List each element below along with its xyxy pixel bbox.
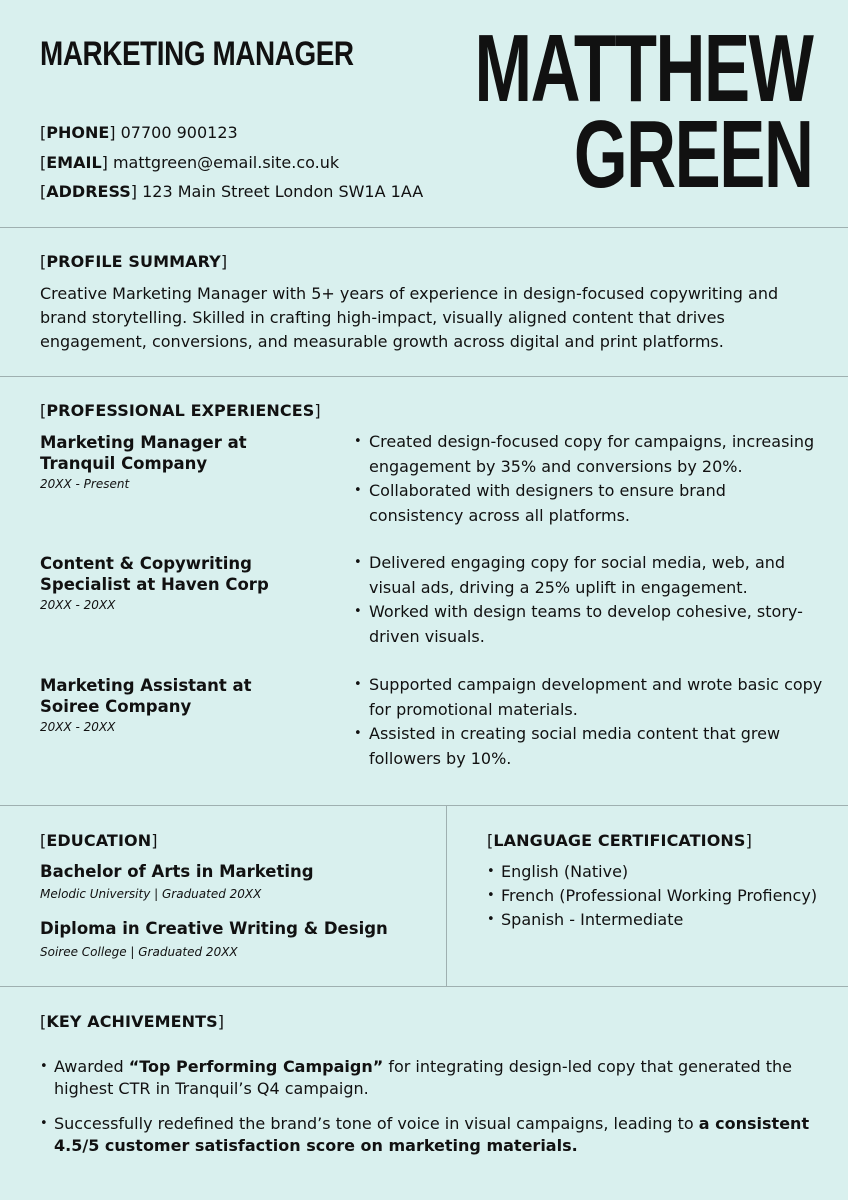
email-label: EMAIL [46,152,102,172]
job-bullets [354,430,824,528]
profile-heading: [PROFILE SUMMARY] [40,252,228,271]
education-title: Diploma in Creative Writing & Design [40,919,388,938]
contact-phone: [PHONE] 07700 900123 [40,123,238,142]
job-entry [40,675,330,734]
job-bullet: • Created design-focused copy for campaigns, increasing engagement by 35% and conversions by 20%. [354,430,824,479]
language-item: • English (Native) [487,860,817,884]
job-entry [40,553,330,612]
job-role: Marketing Assistant at Soiree Company [40,676,252,716]
divider [0,376,848,377]
job-date: 20XX - 20XX [40,598,116,612]
job-date: 20XX - 20XX [40,720,116,734]
job-bullet: • Delivered engaging copy for social media, web, and visual ads, driving a 25% uplift in engagement. [354,551,824,600]
address-label: ADDRESS [46,182,131,201]
address-value: 123 Main Street London SW1A 1AA [142,182,424,201]
contact-address: [ADDRESS] 123 Main Street London SW1A 1AA [40,182,424,201]
job-entry [40,432,330,491]
job-bullet: • Assisted in creating social media content that grew followers by 10%. [354,722,824,771]
job-bullet: • Collaborated with designers to ensure brand consistency across all platforms. [354,479,824,528]
divider [0,227,848,228]
name-last: GREEN [573,101,812,208]
education-title: Bachelor of Arts in Marketing [40,862,314,881]
achievement-item: • Successfully redefined the brand’s tone of voice in visual campaigns, leading to a consistent 4.5/5 customer satisfaction score on marketing materials. [40,1113,815,1156]
job-bullets [354,551,824,649]
job-bullet: • Worked with design teams to develop cohesive, story-driven visuals. [354,600,824,649]
experience-heading: [PROFESSIONAL EXPERIENCES] [40,401,321,420]
job-bullets [354,673,824,771]
job-date: 20XX - Present [40,477,130,491]
phone-label: PHONE [46,123,110,142]
language-item: • Spanish - Intermediate [487,908,817,932]
name-first: MATTHEW [474,15,812,122]
languages-heading: [LANGUAGE CERTIFICATIONS] [487,831,752,850]
contact-block [40,118,423,207]
job-role: Marketing Manager at Tranquil Company [40,433,247,473]
phone-value: 07700 900123 [120,123,238,142]
achievements-heading: [KEY ACHIVEMENTS] [40,1012,225,1031]
education-sub: Melodic University | Graduated 20XX [40,887,262,901]
divider [0,986,848,987]
email-value: mattgreen@email.site.co.uk [112,152,340,172]
education-heading: [EDUCATION] [40,831,158,850]
job-title: MARKETING MANAGER [40,35,354,73]
job-role: Content & Copywriting Specialist at Haven Corp [40,554,269,594]
job-bullet: • Supported campaign development and wrote basic copy for promotional materials. [354,673,824,722]
education-sub: Soiree College | Graduated 20XX [40,945,238,959]
divider [0,805,848,806]
profile-text: Creative Marketing Manager with 5+ years of experience in design-focused copywriting and brand storytelling. Skilled in crafting high-impact, visually aligned content that drives engagement, conversions, and measurable growth across digital and print platforms. [40,284,779,351]
language-list [487,860,817,932]
language-item: • French (Professional Working Profiency) [487,884,817,908]
candidate-name [474,15,812,208]
column-divider [446,806,447,986]
achievement-item: • Awarded “Top Performing Campaign” for integrating design-led copy that generated the highest CTR in Tranquil’s Q4 campaign. [40,1056,815,1099]
contact-email: [EMAIL] mattgreen@email.site.co.uk [40,152,340,172]
